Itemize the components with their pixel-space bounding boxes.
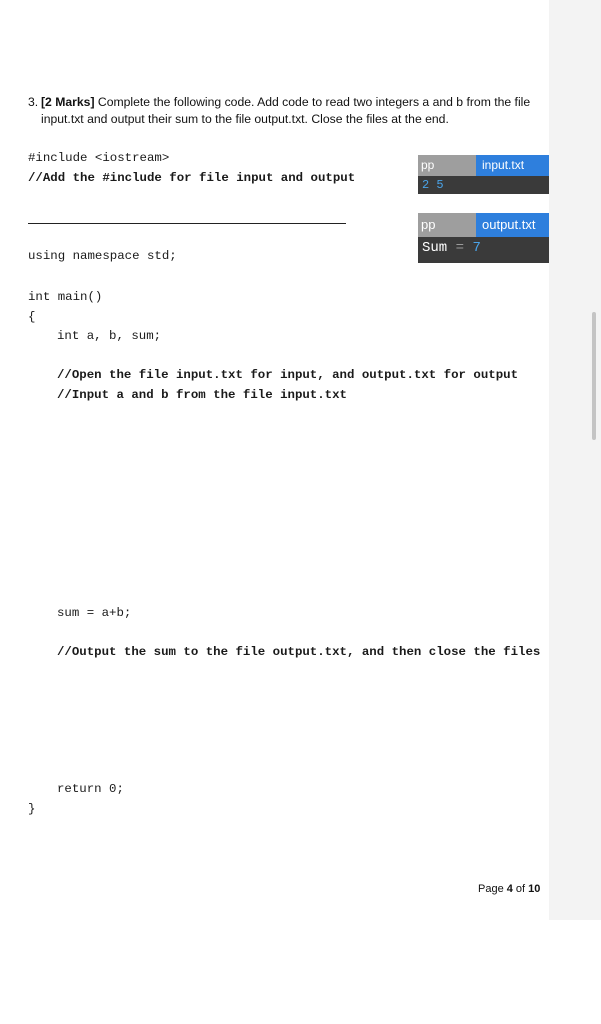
- question-body-1: Complete the following code. Add code to read two integers a and b from the file: [94, 95, 531, 109]
- answer-blank-line: [28, 223, 346, 224]
- code-decl: int a, b, sum;: [57, 329, 162, 343]
- input-widget-left-label: pp: [418, 155, 476, 176]
- code-comment-output: //Output the sum to the file output.txt, and then close the files: [57, 645, 541, 659]
- code-open-brace: {: [28, 310, 36, 324]
- comments-pane: [549, 0, 601, 920]
- output-sum-word: Sum: [422, 240, 448, 256]
- code-comment-open: //Open the file input.txt for input, and output.txt for output: [57, 368, 519, 382]
- footer-mid: of: [512, 883, 529, 895]
- footer-current-page: 4: [506, 883, 513, 895]
- code-include: #include <iostream>: [28, 151, 170, 165]
- code-main: int main(): [28, 290, 103, 304]
- question-marks: [2 Marks]: [41, 95, 95, 109]
- question-line-1: [28, 94, 538, 111]
- vertical-scrollbar[interactable]: [592, 312, 596, 440]
- output-equals: =: [447, 240, 473, 256]
- output-widget-left-label: pp: [418, 213, 476, 237]
- code-close-brace: }: [28, 802, 36, 816]
- code-sum: sum = a+b;: [57, 606, 132, 620]
- output-sum-value: 7: [472, 240, 481, 256]
- input-file-content: 2 5: [422, 178, 444, 192]
- code-comment-input: //Input a and b from the file input.txt: [57, 388, 347, 402]
- code-return: return 0;: [57, 782, 124, 796]
- code-using: using namespace std;: [28, 249, 177, 263]
- input-file-tab-label: input.txt: [482, 158, 525, 172]
- question-number: 3.: [28, 95, 39, 109]
- output-file-tab-label: output.txt: [482, 217, 536, 232]
- footer-total-pages: 10: [528, 883, 541, 895]
- question-text: [28, 94, 538, 128]
- question-line-2: input.txt and output their sum to the file output.txt. Close the files at the end.: [41, 112, 449, 126]
- page-footer: [478, 883, 540, 895]
- code-comment-include: //Add the #include for file input and output: [28, 171, 356, 185]
- footer-prefix: Page: [478, 883, 507, 895]
